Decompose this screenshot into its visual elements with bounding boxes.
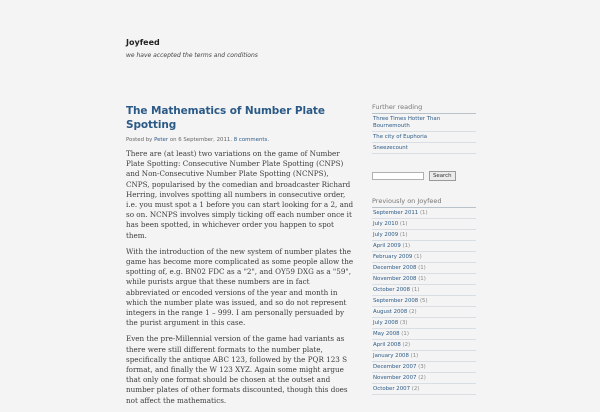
archive-count: (5) — [419, 297, 428, 304]
archive-link[interactable]: July 2010 — [373, 220, 399, 227]
archive-count: (1) — [402, 242, 411, 249]
further-reading-link[interactable]: Sneezecount — [372, 143, 476, 154]
search-button[interactable]: Search — [429, 171, 456, 181]
archive-link[interactable]: April 2009 — [373, 242, 401, 249]
archive-count: (1) — [414, 253, 422, 260]
archive-count: (1) — [399, 231, 408, 238]
blog-post — [126, 104, 354, 412]
archive-item[interactable] — [372, 208, 476, 219]
post-date: on 6 September, 2011. — [169, 137, 233, 143]
archive-link[interactable]: December 2008 — [373, 264, 417, 271]
further-reading-link[interactable]: Three Times Hotter Than Bournemouth — [372, 114, 476, 132]
archive-item[interactable] — [372, 219, 476, 230]
post-paragraph: Even the pre-Millennial version of the game had variants as there were still different formats to the number plate, specifically the antique ABC 123, followed by the PQR 123 S format, and finally the W 123 XYZ. Again some might argue that only one format should be chosen at the outset and number plates of other formats discounted, though this does not affect the mathematics. — [126, 334, 348, 405]
archive-count: (1) — [399, 220, 408, 227]
archive-item[interactable] — [372, 252, 476, 263]
archive-link[interactable]: October 2007 — [373, 385, 411, 392]
archive-item[interactable] — [372, 230, 476, 241]
archive-item[interactable] — [372, 373, 476, 384]
archive-count: (2) — [411, 385, 420, 392]
archive-item[interactable] — [372, 285, 476, 296]
archive-item[interactable] — [372, 362, 476, 373]
archive-count: (1) — [418, 264, 426, 271]
archive-link[interactable]: November 2008 — [373, 275, 417, 282]
archive-count: (1) — [419, 209, 428, 216]
post-meta — [126, 136, 354, 144]
archive-link[interactable]: July 2008 — [373, 319, 399, 326]
archive-link[interactable]: November 2007 — [373, 374, 417, 381]
archive-link[interactable]: September 2011 — [373, 209, 419, 216]
blog-title[interactable]: Joyfeed — [126, 38, 160, 47]
archive-link[interactable]: February 2009 — [373, 253, 413, 260]
author-link[interactable]: Peter — [154, 137, 169, 143]
archive-link[interactable]: September 2008 — [373, 297, 419, 304]
archive-link[interactable]: October 2008 — [373, 286, 411, 293]
archive-count: (3) — [399, 319, 408, 326]
search-form — [372, 171, 476, 181]
post-paragraph: With the introduction of the new system of number plates the game has become more complicated as some people allow the spotting of, e.g. BN02 FDC as a "2", and OY59 DXG as a "59", while purists argue that these numbers are in fact abbreviated or encoded versions of the year and month in which the number plate was issued, and so do not represent integers in the range 1 – 999. I am personally persuaded by the purist argument in this case. — [126, 246, 354, 328]
archive-item[interactable] — [372, 307, 476, 318]
archive-count: (1) — [401, 330, 409, 337]
archive-count: (2) — [402, 341, 411, 348]
archive-item[interactable] — [372, 274, 476, 285]
archive-item[interactable] — [372, 296, 476, 307]
archive-link[interactable]: April 2008 — [373, 341, 401, 348]
archive-item[interactable] — [372, 340, 476, 351]
site-header — [126, 37, 506, 60]
archive-count: (1) — [411, 286, 420, 293]
post-paragraph: There are (at least) two variations on the game of Number Plate Spotting: Consecutive Number Plate Spotting (CNPS) and Non-Consecutive Number Plate Spotting (NCNPS), CNPS, popularised by the comedian and broadcaster Richard Herring, involves spotting all numbers in consecutive order, i.e. you must spot a 1 before you can start looking for a 2, and so on. NCNPS involves simply ticking off each number once it has been spotted, in whichever order you happen to spot them. — [126, 149, 354, 240]
archive-link[interactable]: July 2009 — [373, 231, 399, 238]
archive-link[interactable]: January 2008 — [373, 352, 409, 359]
archive-count: (3) — [418, 363, 426, 370]
archive-link[interactable]: May 2008 — [373, 330, 400, 337]
post-title[interactable]: The Mathematics of Number Plate Spotting — [126, 105, 325, 131]
archives-list — [372, 208, 476, 395]
archive-item[interactable] — [372, 241, 476, 252]
further-reading-link[interactable]: The city of Euphoria — [372, 132, 476, 143]
archive-item[interactable] — [372, 329, 476, 340]
search-input[interactable] — [372, 172, 424, 180]
archive-count: (1) — [418, 275, 426, 282]
sidebar — [372, 101, 476, 395]
meta-prefix: Posted by — [126, 137, 153, 143]
post-body — [126, 149, 354, 406]
archive-item[interactable] — [372, 263, 476, 274]
blog-description: we have accepted the terms and conditions — [126, 52, 258, 59]
further-reading-heading: Further reading — [372, 101, 476, 114]
comments-link[interactable]: 8 comments. — [233, 137, 270, 143]
archives-heading: Previously on Joyfeed — [372, 195, 476, 208]
archive-count: (2) — [418, 374, 426, 381]
archive-count: (2) — [409, 308, 417, 315]
archive-count: (1) — [410, 352, 419, 359]
archive-item[interactable] — [372, 384, 476, 395]
archive-item[interactable] — [372, 351, 476, 362]
archive-link[interactable]: December 2007 — [373, 363, 417, 370]
archive-link[interactable]: August 2008 — [373, 308, 408, 315]
further-reading-list — [372, 114, 476, 154]
archive-item[interactable] — [372, 318, 476, 329]
